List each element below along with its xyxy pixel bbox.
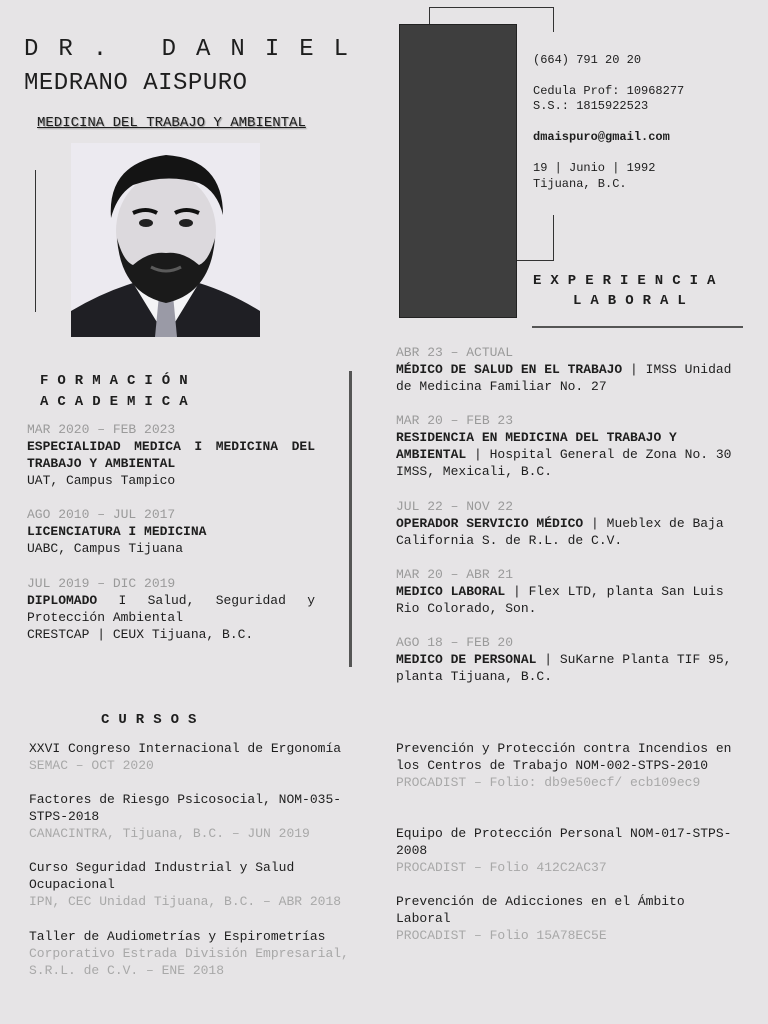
- experience-item: [396, 498, 742, 549]
- course-item: [29, 928, 375, 979]
- course-item: [29, 740, 375, 774]
- experience-detail: | SuKarne Planta TIF 95, planta Tijuana, B.C.: [396, 652, 732, 684]
- specialty-title: MEDICINA DEL TRABAJO Y AMBIENTAL: [37, 115, 306, 131]
- experience-detail: | Hospital General de Zona No. 30 IMSS, Mexicali, B.C.: [396, 447, 732, 479]
- education-date: AGO 2010 – JUL 2017: [27, 507, 176, 522]
- education-item: [27, 575, 315, 643]
- contact-ss: S.S.: 1815922523: [533, 99, 649, 113]
- education-place: UAT, Campus Tampico: [27, 473, 176, 488]
- course-title: Factores de Riesgo Psicosocial, NOM-035-STPS-2018: [29, 792, 342, 824]
- course-issuer: PROCADIST – Folio: db9e50ecf/ ecb109ec9: [396, 775, 701, 790]
- education-item: [27, 421, 315, 489]
- course-issuer: PROCADIST – Folio 15A78EC5E: [396, 928, 607, 943]
- experience-detail: | Flex LTD, planta San Luis Rio Colorado, Son.: [396, 584, 724, 616]
- experience-title: MÉDICO DE SALUD EN EL TRABAJO: [396, 362, 623, 377]
- experience-title: MEDICO DE PERSONAL: [396, 652, 537, 667]
- education-date: MAR 2020 – FEB 2023: [27, 422, 176, 437]
- experience-date: AGO 18 – FEB 20: [396, 635, 514, 650]
- experience-heading-line1: EXPERIENCIA: [533, 273, 725, 289]
- education-title: ESPECIALIDAD MEDICA I MEDICINA DEL TRABAJO Y AMBIENTAL: [27, 439, 315, 471]
- decorative-bracket-line: [429, 7, 553, 8]
- course-issuer: CANACINTRA, Tijuana, B.C. – JUN 2019: [29, 826, 310, 841]
- decorative-bracket-line: [553, 7, 554, 32]
- experience-date: MAR 20 – FEB 23: [396, 413, 514, 428]
- course-item: [396, 740, 742, 791]
- profile-photo: [71, 143, 260, 337]
- education-heading-line1: FORMACIÓN: [40, 373, 197, 389]
- name-second-line: MEDRANO AISPURO: [24, 70, 248, 97]
- education-title-line: [27, 592, 315, 626]
- contact-cedula: Cedula Prof: 10968277: [533, 84, 685, 98]
- portrait-illustration: [71, 143, 260, 337]
- course-issuer: SEMAC – OCT 2020: [29, 758, 154, 773]
- education-title: LICENCIATURA I MEDICINA: [27, 524, 207, 539]
- experience-description: [396, 515, 742, 549]
- experience-date: JUL 22 – NOV 22: [396, 499, 514, 514]
- name-first-line: DR. DANIEL: [24, 36, 369, 63]
- experience-title: MEDICO LABORAL: [396, 584, 506, 599]
- experience-date: ABR 23 – ACTUAL: [396, 345, 514, 360]
- experience-heading-line2: LABORAL: [573, 293, 695, 309]
- contact-phone[interactable]: (664) 791 20 20: [533, 53, 642, 67]
- course-title: Equipo de Protección Personal NOM-017-STPS-2008: [396, 826, 732, 858]
- course-title: XXVI Congreso Internacional de Ergonomía: [29, 741, 342, 756]
- education-title-rest: I Salud, Seguridad y Protección Ambiental: [27, 593, 315, 625]
- education-place: CRESTCAP | CEUX Tijuana, B.C.: [27, 627, 254, 642]
- decorative-dark-panel: [399, 24, 517, 318]
- education-heading-line2: ACADEMICA: [40, 394, 197, 410]
- middle-divider-line: [349, 371, 352, 667]
- course-item: [29, 859, 375, 910]
- experience-item: [396, 344, 742, 395]
- course-item: [29, 791, 375, 842]
- course-issuer: PROCADIST – Folio 412C2AC37: [396, 860, 607, 875]
- experience-title: RESIDENCIA EN MEDICINA DEL TRABAJO Y AMBIENTAL: [396, 430, 677, 462]
- course-item: [396, 825, 742, 876]
- experience-description: [396, 429, 742, 480]
- experience-description: [396, 651, 742, 685]
- course-title: Prevención de Adicciones en el Ámbito Laboral: [396, 894, 685, 926]
- experience-description: [396, 583, 742, 617]
- decorative-bracket-line: [429, 7, 430, 24]
- experience-item: [396, 412, 742, 480]
- experience-detail: | Mueblex de Baja California S. de R.L. de C.V.: [396, 516, 724, 548]
- education-item: [27, 506, 315, 557]
- course-title: Taller de Audiometrías y Espirometrías: [29, 929, 326, 944]
- experience-heading-rule: [532, 326, 743, 328]
- courses-heading: CURSOS: [101, 712, 206, 728]
- experience-description: [396, 361, 742, 395]
- contact-city: Tijuana, B.C.: [533, 177, 627, 191]
- education-place: UABC, Campus Tijuana: [27, 541, 184, 556]
- course-issuer: Corporativo Estrada División Empresarial, S.R.L. de C.V. – ENE 2018: [29, 946, 349, 978]
- course-title: Curso Seguridad Industrial y Salud Ocupacional: [29, 860, 295, 892]
- course-title: Prevención y Protección contra Incendios en los Centros de Trabajo NOM-002-STPS-2010: [396, 741, 732, 773]
- education-date: JUL 2019 – DIC 2019: [27, 576, 176, 591]
- left-divider-line: [35, 170, 36, 312]
- decorative-bracket-line: [517, 260, 554, 261]
- experience-date: MAR 20 – ABR 21: [396, 567, 514, 582]
- contact-email[interactable]: dmaispuro@gmail.com: [533, 130, 670, 144]
- experience-detail: | IMSS Unidad de Medicina Familiar No. 27: [396, 362, 732, 394]
- education-title: DIPLOMADO: [27, 593, 98, 608]
- experience-item: [396, 634, 742, 685]
- experience-title: OPERADOR SERVICIO MÉDICO: [396, 516, 584, 531]
- decorative-bracket-line: [553, 215, 554, 260]
- experience-item: [396, 566, 742, 617]
- course-issuer: IPN, CEC Unidad Tijuana, B.C. – ABR 2018: [29, 894, 342, 909]
- contact-birth-date: 19 | Junio | 1992: [533, 161, 656, 175]
- course-item: [396, 893, 742, 944]
